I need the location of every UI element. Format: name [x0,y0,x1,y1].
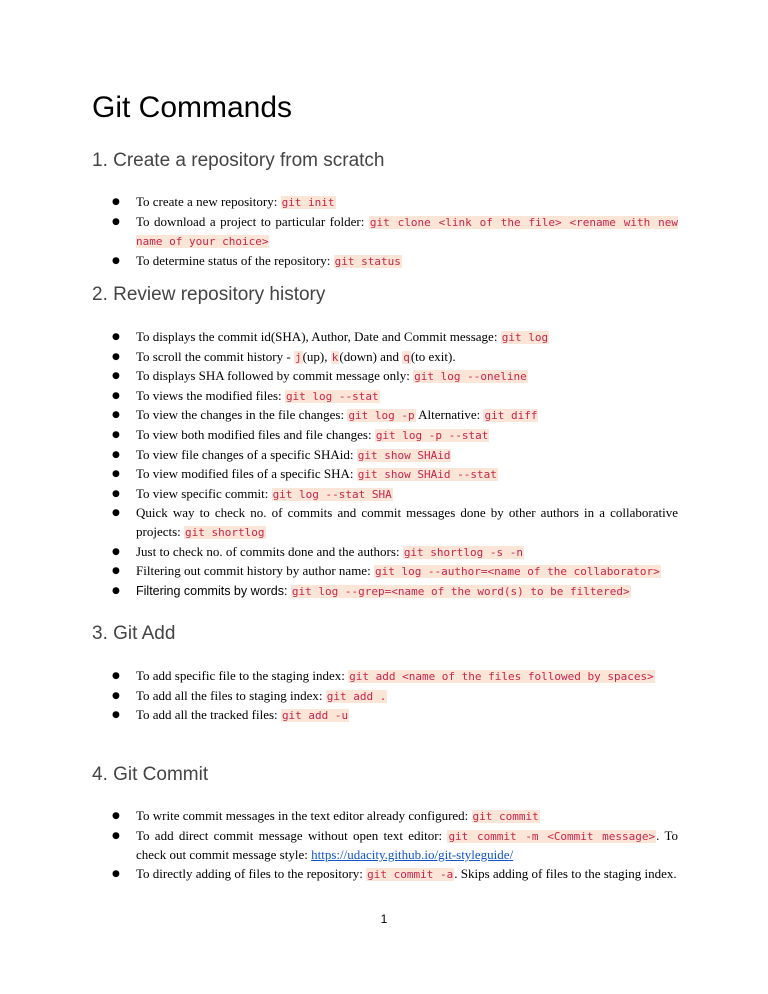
section-list [92,193,678,271]
list-item: ● To add direct commit message without open text editor: git commit -m <Commit message>. To check out commit message style: https://udacity.github.io/git-styleguide/ [112,827,678,863]
list-item: ● To view file changes of a specific SHAid: git show SHAid [112,446,451,462]
page-number: 1 [380,912,388,926]
list-item: ● To scroll the commit history - j(up), k(down) and q(to exit). [112,348,456,364]
section-list [92,807,678,884]
section-heading: 4. Git Commit [92,764,209,785]
section-list [92,667,678,726]
list-item: ● To create a new repository: git init [112,194,335,209]
list-item: ● To displays the commit id(SHA), Author, Date and Commit message: git log [112,329,549,344]
list-item: ● To views the modified files: git log --stat [112,387,379,403]
list-item: ● To add specific file to the staging index: git add <name of the files followed by spaces> [112,668,654,683]
list-item: ● Filtering commits by words: git log --grep=<name of the word(s) to be filtered> [112,583,630,598]
list-item: ● To determine status of the repository: git status [112,252,401,268]
section-heading: 1. Create a repository from scratch [92,150,385,171]
section-list [92,328,678,601]
list-item: ● To view specific commit: git log --stat SHA [112,485,392,501]
section-heading: 2. Review repository history [92,284,326,305]
section-heading: 3. Git Add [92,623,176,644]
list-item: ● To view the changes in the file changes: git log -p Alternative: git diff [112,407,538,423]
list-item: ● To download a project to particular folder: git clone <link of the file> <rename with new name of your choice> [112,213,679,249]
list-item: ● To add all the tracked files: git add -u [112,707,349,723]
list-item: ● To displays SHA followed by commit message only: git log --oneline [112,368,527,384]
list-item: ● To write commit messages in the text editor already configured: git commit [112,808,539,823]
list-item: ● To directly adding of files to the repository: git commit -a. Skips adding of files to the staging index. [112,865,677,881]
list-item: ● Quick way to check no. of commits and commit messages done by other authors in a collaborative projects: git shortlog [112,505,678,539]
document-title: Git Commands [92,91,293,124]
list-item: ● To add all the files to staging index: git add . [112,687,387,703]
list-item: ● Just to check no. of commits done and the authors: git shortlog -s -n [112,543,524,559]
list-item: ● To view both modified files and file changes: git log -p --stat [112,426,489,442]
list-item: ● To view modified files of a specific SHA: git show SHAid --stat [112,466,497,482]
list-item: ● Filtering out commit history by author name: git log --author=<name of the collaborator> [112,563,660,579]
styleguide-link[interactable]: https://udacity.github.io/git-styleguide/ [311,847,514,863]
